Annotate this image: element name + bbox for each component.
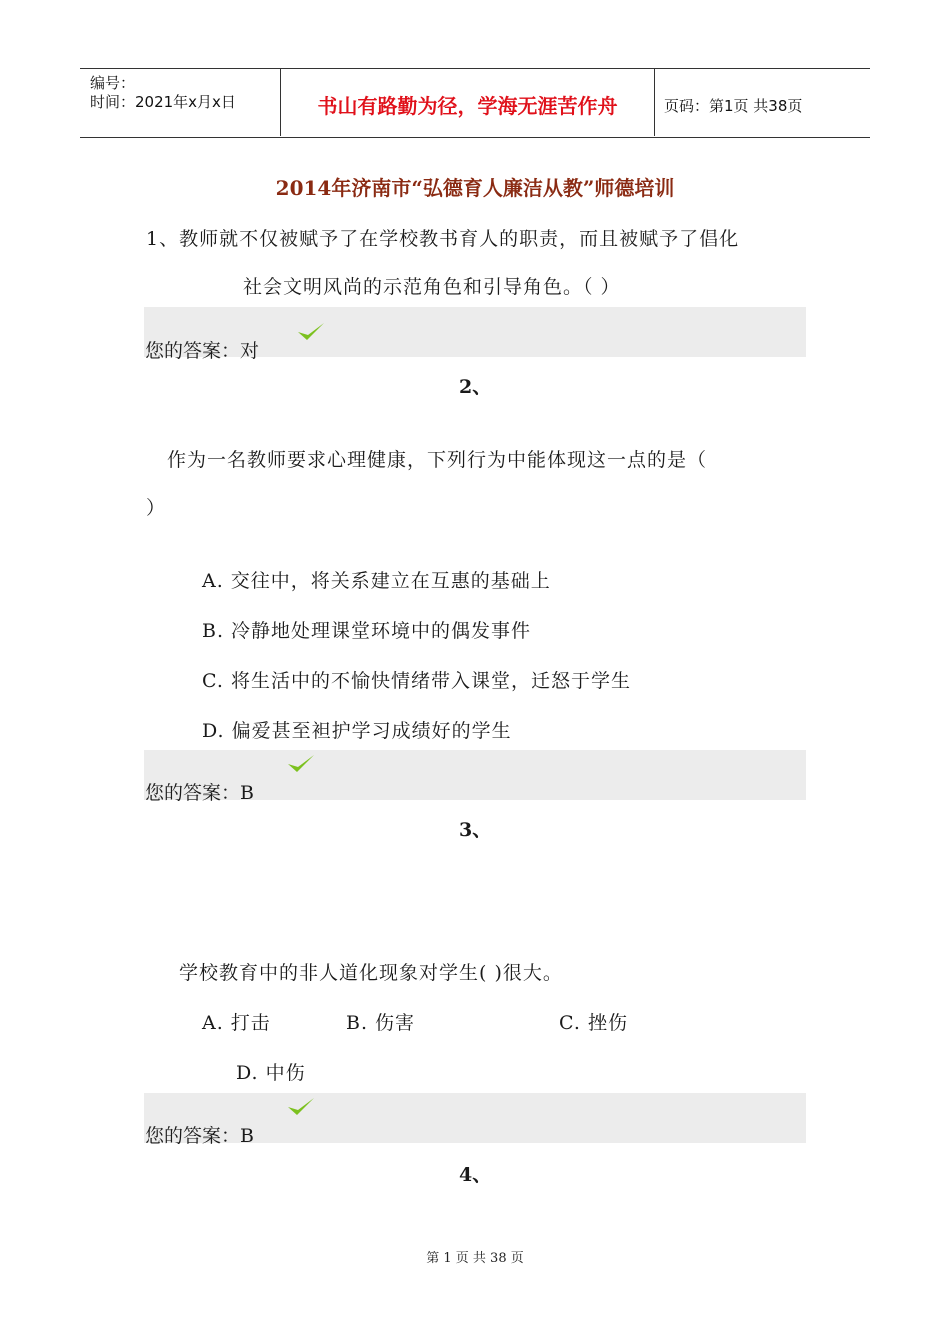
page-title: 2014年济南市“弘德育人廉洁从教”师德培训 — [275, 176, 675, 200]
question-4-number: 4、 — [459, 1164, 492, 1186]
option-c: C. 挫伤 — [559, 1012, 628, 1034]
question-1-text-line2: 社会文明风尚的示范角色和引导角色。（ ） — [243, 276, 621, 298]
answer-3: 您的答案：B — [145, 1125, 254, 1147]
header-motto: 书山有路勤为径，学海无涯苦作舟 — [317, 94, 618, 118]
question-3-number: 3、 — [459, 819, 492, 841]
option-a: A. 交往中，将关系建立在互惠的基础上 — [202, 570, 551, 592]
page-footer: 第 1 页 共 38 页 — [426, 1251, 524, 1266]
checkmark-icon — [286, 752, 316, 776]
answer-1: 您的答案：对 — [145, 340, 260, 362]
question-1-text — [146, 224, 739, 251]
checkmark-icon — [286, 1095, 316, 1119]
question-3-text: 学校教育中的非人道化现象对学生( )很大。 — [179, 962, 563, 984]
option-b: B. 伤害 — [346, 1012, 416, 1034]
question-2-number: 2、 — [459, 376, 492, 398]
header-divider — [654, 68, 655, 136]
question-2-text: 作为一名教师要求心理健康，下列行为中能体现这一点的是（ — [167, 449, 708, 471]
option-c: C. 将生活中的不愉快情绪带入课堂，迁怒于学生 — [202, 670, 631, 692]
checkmark-icon — [296, 320, 326, 344]
question-2-text-line2: ） — [146, 497, 167, 519]
question-number: 1、 — [146, 228, 180, 250]
option-b: B. 冷静地处理课堂环境中的偶发事件 — [202, 620, 532, 642]
option-d: D. 偏爱甚至袒护学习成绩好的学生 — [202, 720, 512, 742]
option-a: A. 打击 — [202, 1012, 271, 1034]
page-info: 页码：第1页 共38页 — [664, 97, 803, 115]
question-text-line: 教师就不仅被赋予了在学校教书育人的职责，而且被赋予了倡化 — [179, 228, 740, 250]
option-d: D. 中伤 — [236, 1062, 306, 1084]
answer-2: 您的答案：B — [145, 782, 254, 804]
time-label: 时间：2021年x月x日 — [90, 93, 236, 111]
serial-label: 编号： — [90, 74, 136, 92]
